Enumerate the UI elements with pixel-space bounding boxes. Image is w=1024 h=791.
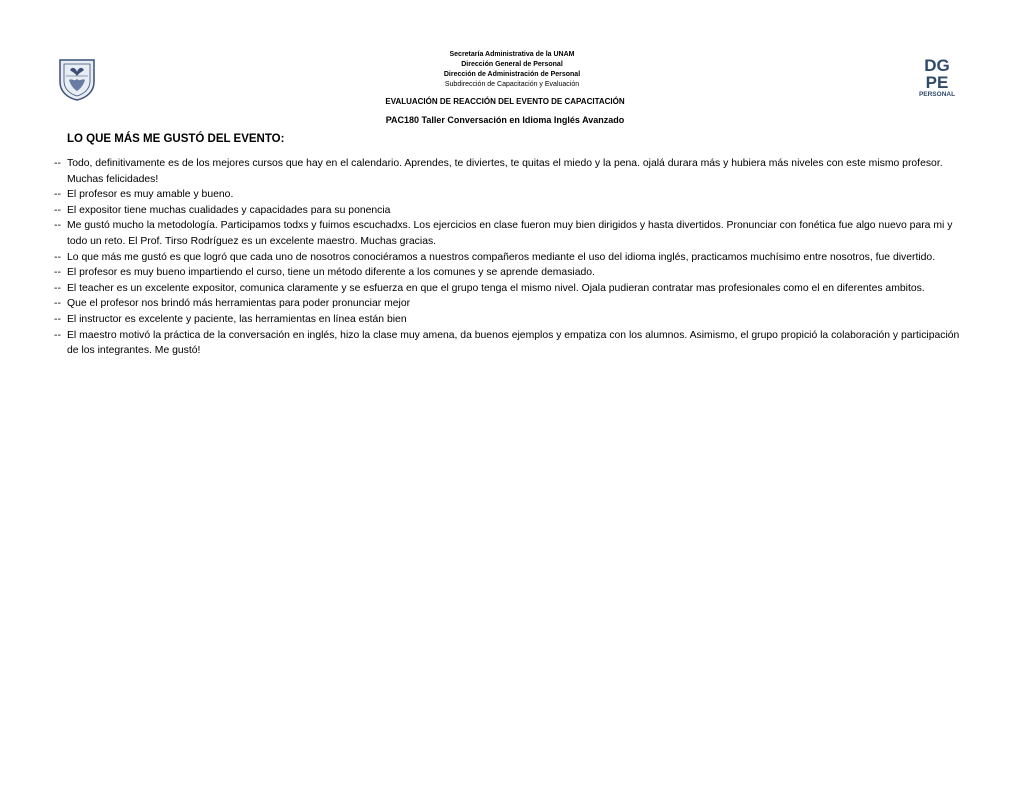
list-item [54, 250, 966, 266]
list-item [54, 296, 966, 312]
header-line-3: Dirección de Administración de Personal [443, 71, 581, 78]
comment-text: Todo, definitivamente es de los mejores cursos que hay en el calendario. Aprendes, te diviertes, te quitas el miedo y la pena. ojalá durara más y hubiera más niveles con este mismo profesor. Muchas felicidades! [67, 158, 943, 185]
course-title: PAC180 Taller Conversación en Idioma Inglés Avanzado [385, 115, 625, 125]
bullet-dash: -- [54, 251, 61, 263]
header [0, 50, 1024, 90]
header-line-2: Dirección General de Personal [461, 61, 563, 68]
list-item [54, 156, 966, 187]
section-heading: LO QUE MÁS ME GUSTÓ DEL EVENTO: [67, 133, 285, 145]
header-line-4: Subdirección de Capacitación y Evaluación [444, 81, 580, 88]
logo-text-personal: PERSONAL [918, 91, 956, 98]
list-item [54, 281, 966, 297]
bullet-dash: -- [54, 204, 61, 216]
header-line-1: Secretaría Administrativa de la UNAM [449, 51, 575, 58]
list-item [54, 265, 966, 281]
logo-text-dg: DG [924, 56, 950, 75]
comment-text: El profesor es muy amable y bueno. [67, 189, 234, 201]
comment-text: El profesor es muy bueno impartiendo el curso, tiene un método diferente a los comunes y se aprende demasiado. [67, 267, 595, 279]
comments-list [54, 156, 966, 359]
logo-text-pe: PE [925, 73, 949, 92]
comment-text: Que el profesor nos brindó más herramientas para poder pronunciar mejor [67, 298, 411, 310]
evaluation-title: EVALUACIÓN DE REACCIÓN DEL EVENTO DE CAPACITACIÓN [385, 97, 625, 106]
bullet-dash: -- [54, 158, 61, 169]
bullet-dash: -- [54, 282, 61, 294]
bullet-dash: -- [54, 313, 61, 325]
dgpe-personal-logo [914, 56, 960, 98]
bullet-dash: -- [54, 298, 61, 310]
comment-text: Me gustó mucho la metodología. Participamos todxs y fuimos escuchadxs. Los ejercicios en clase fueron muy bien dirigidos y hasta divertidos. Pronunciar con fonética fue algo nuevo para mi y todo un reto. El Prof. Tirso Rodríguez es un excelente maestro. Muchas gracias. [67, 220, 953, 247]
list-item [54, 312, 966, 328]
comment-text: Lo que más me gustó es que logró que cada uno de nosotros conociéramos a nuestros compañeros mediante el uso del idioma inglés, practicamos muchísimo entre nosotros, fue divertido. [67, 251, 936, 263]
bullet-dash: -- [54, 329, 61, 341]
comment-text: El instructor es excelente y paciente, las herramientas en línea están bien [67, 313, 407, 325]
list-item [54, 218, 966, 249]
list-item [54, 187, 966, 203]
comment-text: El maestro motivó la práctica de la conversación en inglés, hizo la clase muy amena, da buenos ejemplos y empatiza con los alumnos. Asimismo, el grupo propició la colaboración y participación de los integrantes. Me gustó! [67, 329, 960, 357]
comment-text: El expositor tiene muchas cualidades y capacidades para su ponencia [67, 204, 391, 216]
bullet-dash: -- [54, 220, 61, 232]
comment-text: El teacher es un excelente expositor, comunica claramente y se esfuerza en que el grupo tenga el mismo nivel. Ojala pudieran contratar mas profesionales como el en diferentes ambitos. [67, 282, 925, 294]
list-item [54, 328, 966, 359]
bullet-dash: -- [54, 189, 61, 201]
bullet-dash: -- [54, 267, 61, 279]
list-item [54, 203, 966, 219]
